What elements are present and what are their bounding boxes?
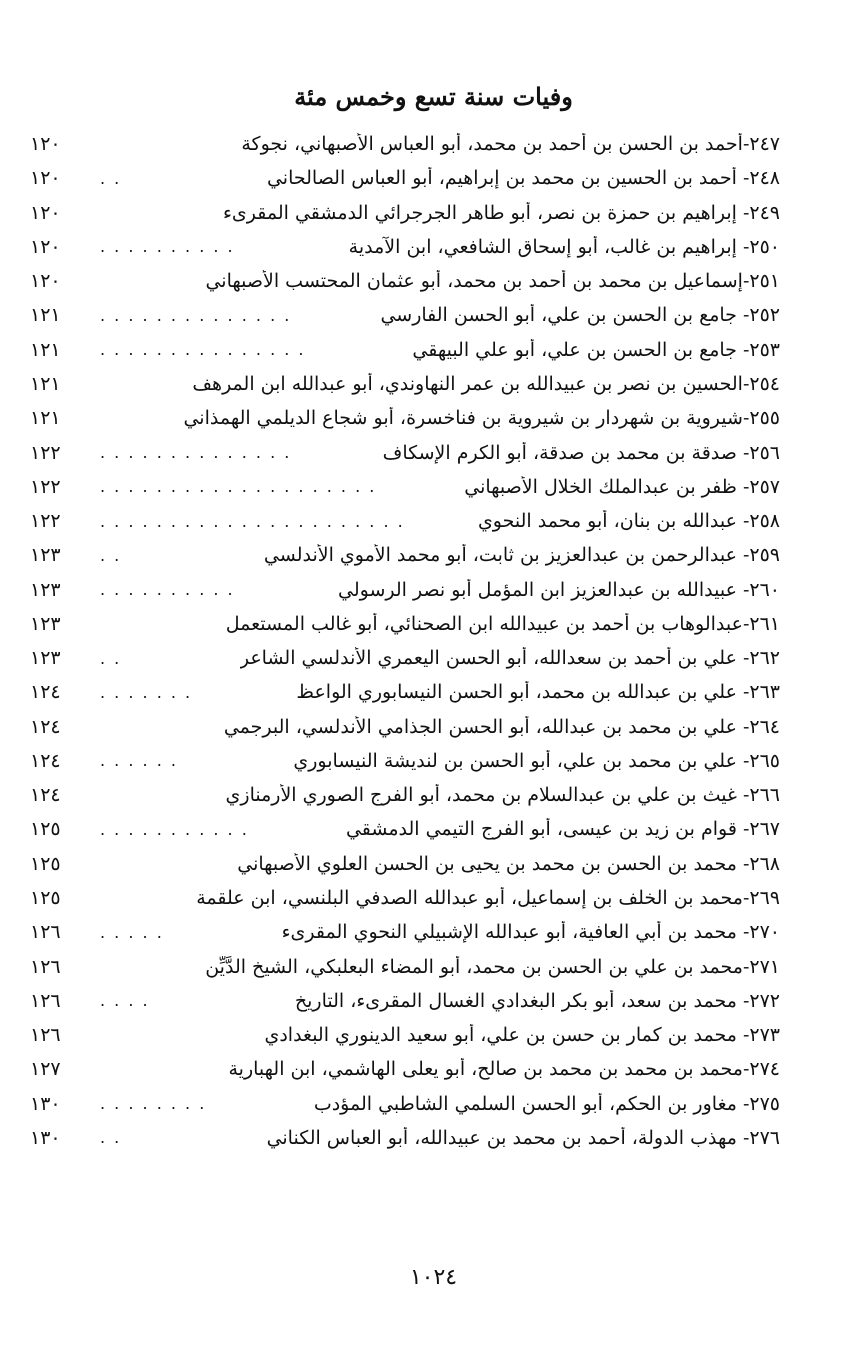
entry-text: ٢٥٩- عبدالرحمن بن عبدالعزيز بن ثابت، أبو محمد الأموي الأندلسي bbox=[263, 544, 780, 567]
list-item bbox=[30, 778, 780, 812]
entry-page-number: ١٢١ bbox=[30, 338, 61, 361]
list-item bbox=[30, 504, 780, 538]
entry-text: ٢٤٨- أحمد بن الحسين بن محمد بن إبراهيم، أبو العباس الصالحاني bbox=[266, 167, 780, 190]
entry-text: ٢٦٢- علي بن أحمد بن سعدالله، أبو الحسن اليعمري الأندلسي الشاعر bbox=[239, 647, 780, 670]
entry-page-number: ١٢٢ bbox=[30, 475, 61, 498]
leader-dots: . . bbox=[100, 648, 122, 668]
entry-text: ٢٤٩- إبراهيم بن حمزة بن نصر، أبو طاهر الجرجرائي الدمشقي المقرىء bbox=[222, 201, 780, 224]
entry-text: ٢٥٠- إبراهيم بن غالب، أبو إسحاق الشافعي، ابن الآمدية bbox=[348, 235, 780, 258]
list-item bbox=[30, 881, 780, 915]
entry-text: ٢٥٧- ظفر بن عبدالملك الخلال الأصبهاني bbox=[464, 475, 780, 498]
list-item bbox=[30, 641, 780, 675]
entry-page-number: ١٢٣ bbox=[30, 647, 61, 670]
entry-text: ٢٧٤-محمد بن محمد بن محمد بن صالح، أبو يعلى الهاشمي، ابن الهبارية bbox=[228, 1058, 780, 1081]
entry-text: ٢٦٣- علي بن عبدالله بن محمد، أبو الحسن النيسابوري الواعظ bbox=[296, 681, 780, 704]
entry-page-number: ١٣٠ bbox=[30, 1126, 61, 1149]
list-item bbox=[30, 915, 780, 949]
list-item bbox=[30, 572, 780, 606]
entry-text: ٢٧٠- محمد بن أبي العافية، أبو عبدالله الإشبيلي النحوي المقرىء bbox=[281, 921, 780, 944]
entry-page-number: ١٢٦ bbox=[30, 1024, 61, 1047]
entry-page-number: ١٢٣ bbox=[30, 578, 61, 601]
entry-page-number: ١٢٤ bbox=[30, 681, 61, 704]
entry-page-number: ١٢١ bbox=[30, 407, 61, 430]
list-item bbox=[30, 710, 780, 744]
list-item bbox=[30, 812, 780, 846]
leader-dots: . . . . . . . . . . . . . . . . . . . . . . bbox=[100, 511, 405, 531]
list-item bbox=[30, 264, 780, 298]
entry-text: ٢٦٩-محمد بن الخلف بن إسماعيل، أبو عبدالله الصدفي البلنسي، ابن علقمة bbox=[196, 886, 780, 909]
list-item bbox=[30, 1018, 780, 1052]
entry-page-number: ١٢٦ bbox=[30, 921, 61, 944]
page-number: ١٠٢٤ bbox=[409, 1265, 458, 1290]
entry-text: ٢٦٥- علي بن محمد بن علي، أبو الحسن بن لنديشة النيسابوري bbox=[293, 749, 780, 772]
entry-page-number: ١٢٧ bbox=[30, 1058, 61, 1081]
leader-dots: . . . . . . . . . . bbox=[100, 237, 235, 257]
leader-dots: . . . . . . . . . . . . . . . . . . . . bbox=[100, 477, 377, 497]
entry-page-number: ١٢٦ bbox=[30, 989, 61, 1012]
entry-page-number: ١٢٤ bbox=[30, 715, 61, 738]
entry-page-number: ١٢٥ bbox=[30, 852, 61, 875]
entry-text: ٢٥١-إسماعيل بن محمد بن أحمد بن محمد، أبو عثمان المحتسب الأصبهاني bbox=[205, 270, 780, 293]
list-item bbox=[30, 196, 780, 230]
leader-dots: . . bbox=[100, 545, 122, 565]
list-item bbox=[30, 401, 780, 435]
entry-page-number: ١٢٣ bbox=[30, 612, 61, 635]
list-item bbox=[30, 435, 780, 469]
entry-text: ٢٥٨- عبدالله بن بنان، أبو محمد النحوي bbox=[477, 510, 780, 533]
leader-dots: . . . . bbox=[100, 991, 150, 1011]
entry-page-number: ١٢٥ bbox=[30, 886, 61, 909]
list-item bbox=[30, 949, 780, 983]
entry-page-number: ١٢١ bbox=[30, 372, 61, 395]
list-item bbox=[30, 230, 780, 264]
entry-page-number: ١٢٤ bbox=[30, 749, 61, 772]
list-item bbox=[30, 1052, 780, 1086]
leader-dots: . . . . . . . . . . . . . . bbox=[100, 443, 292, 463]
list-item bbox=[30, 161, 780, 195]
entry-page-number: ١٢٢ bbox=[30, 510, 61, 533]
entry-text: ٢٥٤-الحسين بن نصر بن عبيدالله بن عمر النهاوندي، أبو عبدالله ابن المرهف bbox=[192, 372, 780, 395]
entry-page-number: ١٢٦ bbox=[30, 955, 61, 978]
entry-text: ٢٧٥- مغاور بن الحكم، أبو الحسن السلمي الشاطبي المؤدب bbox=[313, 1092, 780, 1115]
entries-list bbox=[30, 127, 780, 1155]
leader-dots: . . . . . . . bbox=[100, 682, 193, 702]
leader-dots: . . bbox=[100, 1128, 122, 1148]
entry-text: ٢٤٧-أحمد بن الحسن بن أحمد بن محمد، أبو العباس الأصبهاني، نجوكة bbox=[241, 133, 780, 156]
list-item bbox=[30, 1086, 780, 1120]
leader-dots: . . . . . . . . . . . bbox=[100, 819, 249, 839]
entry-page-number: ١٢٥ bbox=[30, 818, 61, 841]
leader-dots: . . . . . . . . bbox=[100, 1094, 207, 1114]
entry-text: ٢٥٢- جامع بن الحسن بن علي، أبو الحسن الفارسي bbox=[380, 304, 780, 327]
entry-text: ٢٦١-عبدالوهاب بن أحمد بن عبيدالله ابن الصحنائي، أبو غالب المستعمل bbox=[225, 612, 780, 635]
entry-page-number: ١٢٠ bbox=[30, 235, 61, 258]
entry-page-number: ١٢٠ bbox=[30, 270, 61, 293]
entry-page-number: ١٢٠ bbox=[30, 167, 61, 190]
entry-page-number: ١٢٤ bbox=[30, 784, 61, 807]
list-item bbox=[30, 744, 780, 778]
list-item bbox=[30, 127, 780, 161]
leader-dots: . . . . . . . . . . . . . . . bbox=[100, 340, 306, 360]
entry-text: ٢٦٧- قوام بن زيد بن عيسى، أبو الفرج التيمي الدمشقي bbox=[345, 818, 780, 841]
entry-text: ٢٧٦- مهذب الدولة، أحمد بن محمد بن عبيدالله، أبو العباس الكناني bbox=[266, 1126, 780, 1149]
list-item bbox=[30, 367, 780, 401]
entry-page-number: ١٢٠ bbox=[30, 201, 61, 224]
leader-dots: . . . . . . . . . . . . . . bbox=[100, 305, 292, 325]
list-item bbox=[30, 1121, 780, 1155]
leader-dots: . . . . . . bbox=[100, 751, 178, 771]
entry-text: ٢٧٢- محمد بن سعد، أبو بكر البغدادي الغسال المقرىء، التاريخ bbox=[294, 989, 780, 1012]
entry-text: ٢٦٤- علي بن محمد بن عبدالله، أبو الحسن الجذامي الأندلسي، البرجمي bbox=[223, 715, 780, 738]
entry-text: ٢٧١-محمد بن علي بن الحسن بن محمد، أبو المضاء البعلبكي، الشيخ الدَّيِّن bbox=[205, 955, 780, 978]
list-item bbox=[30, 847, 780, 881]
list-item bbox=[30, 470, 780, 504]
entry-page-number: ١٢١ bbox=[30, 304, 61, 327]
list-item bbox=[30, 675, 780, 709]
entry-text: ٢٦٠- عبيدالله بن عبدالعزيز ابن المؤمل أبو نصر الرسولي bbox=[338, 578, 780, 601]
list-item bbox=[30, 333, 780, 367]
entry-text: ٢٧٣- محمد بن كمار بن حسن بن علي، أبو سعيد الدينوري البغدادي bbox=[264, 1024, 780, 1047]
section-title: وفيات سنة تسع وخمس مئة bbox=[294, 82, 573, 111]
leader-dots: . . bbox=[100, 168, 122, 188]
list-item bbox=[30, 984, 780, 1018]
entry-text: ٢٦٦- غيث بن علي بن عبدالسلام بن محمد، أبو الفرج الصوري الأرمنازي bbox=[225, 784, 780, 807]
entry-page-number: ١٢٢ bbox=[30, 441, 61, 464]
entry-page-number: ١٢٣ bbox=[30, 544, 61, 567]
entry-text: ٢٥٦- صدقة بن محمد بن صدقة، أبو الكرم الإسكاف bbox=[382, 441, 780, 464]
entry-text: ٢٥٥-شيروية بن شهردار بن شيروية بن فناخسرة، أبو شجاع الديلمي الهمذاني bbox=[183, 407, 780, 430]
list-item bbox=[30, 538, 780, 572]
list-item bbox=[30, 607, 780, 641]
list-item bbox=[30, 298, 780, 332]
leader-dots: . . . . . bbox=[100, 922, 164, 942]
entry-text: ٢٥٣- جامع بن الحسن بن علي، أبو علي البيهقي bbox=[412, 338, 780, 361]
leader-dots: . . . . . . . . . . bbox=[100, 580, 235, 600]
entry-page-number: ١٢٠ bbox=[30, 133, 61, 156]
entry-page-number: ١٣٠ bbox=[30, 1092, 61, 1115]
entry-text: ٢٦٨- محمد بن الحسن بن محمد بن يحيى بن الحسن العلوي الأصبهاني bbox=[237, 852, 780, 875]
